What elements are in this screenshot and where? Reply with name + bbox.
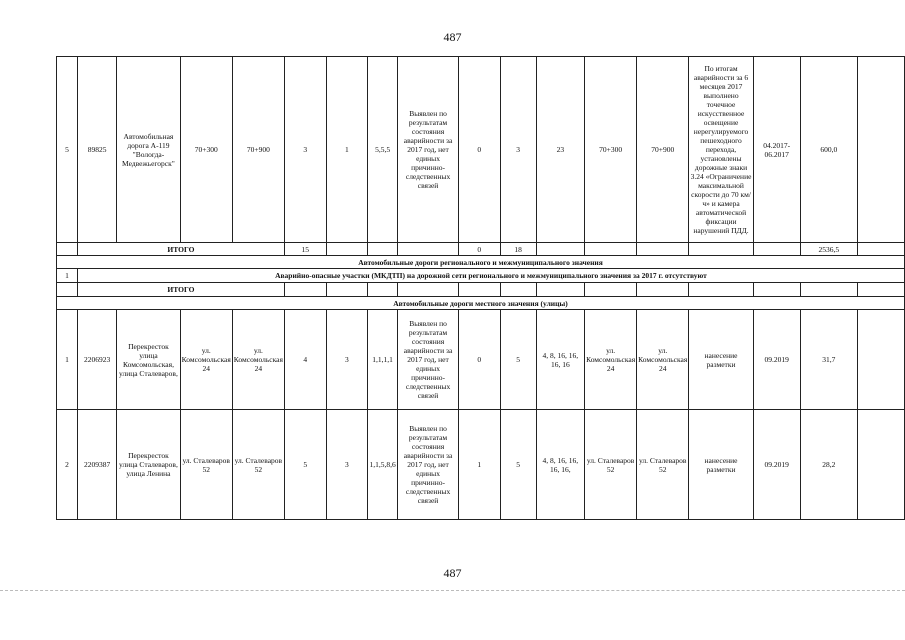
empty-cell: [326, 243, 367, 256]
empty-cell: [637, 243, 689, 256]
empty-cell: [800, 283, 858, 297]
page-number-top: 487: [443, 30, 462, 44]
notice-number: 1: [57, 269, 78, 283]
col-12: 70+300: [585, 57, 637, 243]
col-7: 1,1,5,8,6: [368, 410, 398, 520]
notice-row: [57, 269, 905, 283]
empty-cell: [858, 283, 905, 297]
road-code: 2206923: [77, 310, 116, 410]
reason: Выявлен по результатам состояния аварийности за 2017 год, нет единых причинно-следственных связей: [398, 57, 459, 243]
period: 09.2019: [753, 310, 800, 410]
total-col-9: 0: [459, 243, 500, 256]
document-table-wrapper: [56, 56, 905, 520]
empty-cell: [284, 283, 326, 297]
period: 09.2019: [753, 410, 800, 520]
section-regional-title: Автомобильные дороги регионального и межмуниципального значения: [57, 256, 905, 269]
measures: нанесение разметки: [689, 310, 753, 410]
col-13: ул. Комсомольская 24: [637, 310, 689, 410]
empty-cell: [858, 410, 905, 520]
empty-cell: [368, 243, 398, 256]
dtp-table: [56, 56, 905, 520]
empty-cell: [753, 243, 800, 256]
col-6: 3: [326, 310, 367, 410]
road-name: Перекресток улица Комсомольская, улица Сталеваров,: [117, 310, 180, 410]
col-5: 4: [284, 310, 326, 410]
total-row: [57, 243, 905, 256]
address-from: ул. Сталеваров 52: [180, 410, 232, 520]
empty-cell: [858, 57, 905, 243]
page-number-bottom: 487: [443, 566, 462, 580]
empty-cell: [398, 283, 459, 297]
empty-cell: [689, 243, 753, 256]
col-6: 3: [326, 410, 367, 520]
km-from: 70+300: [180, 57, 232, 243]
section-header-row: [57, 256, 905, 269]
empty-cell: [398, 243, 459, 256]
col-9: 1: [459, 410, 500, 520]
total-label: ИТОГО: [77, 243, 284, 256]
col-9: 0: [459, 57, 500, 243]
empty-cell: [858, 243, 905, 256]
cost: 28,2: [800, 410, 858, 520]
notice-text: Аварийно-опасные участки (МКДТП) на дорожной сети регионального и межмуниципального значения за 2017 г. отсутствуют: [77, 269, 904, 283]
page-edge-rule: [0, 590, 905, 591]
reason: Выявлен по результатам состояния аварийности за 2017 год, нет единых причинно-следственных связей: [398, 410, 459, 520]
km-to: 70+900: [232, 57, 284, 243]
section-local-title: Автомобильные дороги местного значения (улицы): [57, 297, 905, 310]
col-11: 23: [536, 57, 584, 243]
empty-cell: [585, 243, 637, 256]
col-10: 5: [500, 310, 536, 410]
empty-cell: [753, 283, 800, 297]
col-9: 0: [459, 310, 500, 410]
empty-cell: [459, 283, 500, 297]
col-10: 5: [500, 410, 536, 520]
empty-cell: [57, 283, 78, 297]
row-number: 5: [57, 57, 78, 243]
address-to: ул. Сталеваров 52: [232, 410, 284, 520]
empty-cell: [858, 310, 905, 410]
col-7: 5,5,5: [368, 57, 398, 243]
table-row: [57, 310, 905, 410]
road-name: Автомобильная дорога А-119 "Вологда-Медвежьегорск": [117, 57, 180, 243]
empty-cell: [536, 283, 584, 297]
total-label: ИТОГО: [77, 283, 284, 297]
row-number: 1: [57, 310, 78, 410]
total-col-5: 15: [284, 243, 326, 256]
empty-cell: [326, 283, 367, 297]
table-row: [57, 410, 905, 520]
measures: По итогам аварийности за 6 месяцев 2017 выполнено точечное искусственное освещение нерегулируемого пешеходного перехода, установлены дорожные знаки 3.24 «Ограничение максимальной скорости до 70 км/ч» и камера автоматической фиксации нарушений ПДД.: [689, 57, 753, 243]
period: 04.2017-06.2017: [753, 57, 800, 243]
total-row: [57, 283, 905, 297]
col-7: 1,1,1,1: [368, 310, 398, 410]
col-11: 4, 8, 16, 16, 16, 16,: [536, 410, 584, 520]
empty-cell: [368, 283, 398, 297]
col-13: 70+900: [637, 57, 689, 243]
row-number: 2: [57, 410, 78, 520]
reason: Выявлен по результатам состояния аварийности за 2017 год, нет единых причинно-следственных связей: [398, 310, 459, 410]
empty-cell: [536, 243, 584, 256]
col-5: 5: [284, 410, 326, 520]
col-12: ул. Комсомольская 24: [585, 310, 637, 410]
col-5: 3: [284, 57, 326, 243]
empty-cell: [500, 283, 536, 297]
address-to: ул. Комсомольская 24: [232, 310, 284, 410]
empty-cell: [585, 283, 637, 297]
empty-cell: [689, 283, 753, 297]
total-col-10: 18: [500, 243, 536, 256]
total-cost: 2536,5: [800, 243, 858, 256]
col-10: 3: [500, 57, 536, 243]
empty-cell: [57, 243, 78, 256]
road-code: 89825: [77, 57, 116, 243]
cost: 31,7: [800, 310, 858, 410]
col-12: ул. Сталеваров 52: [585, 410, 637, 520]
col-6: 1: [326, 57, 367, 243]
cost: 600,0: [800, 57, 858, 243]
measures: нанесение разметки: [689, 410, 753, 520]
col-13: ул. Сталеваров 52: [637, 410, 689, 520]
road-name: Перекресток улица Сталеваров, улица Ленина: [117, 410, 180, 520]
address-from: ул. Комсомольская 24: [180, 310, 232, 410]
table-row: [57, 57, 905, 243]
empty-cell: [637, 283, 689, 297]
col-11: 4, 8, 16, 16, 16, 16: [536, 310, 584, 410]
road-code: 2209387: [77, 410, 116, 520]
section-header-row: [57, 297, 905, 310]
